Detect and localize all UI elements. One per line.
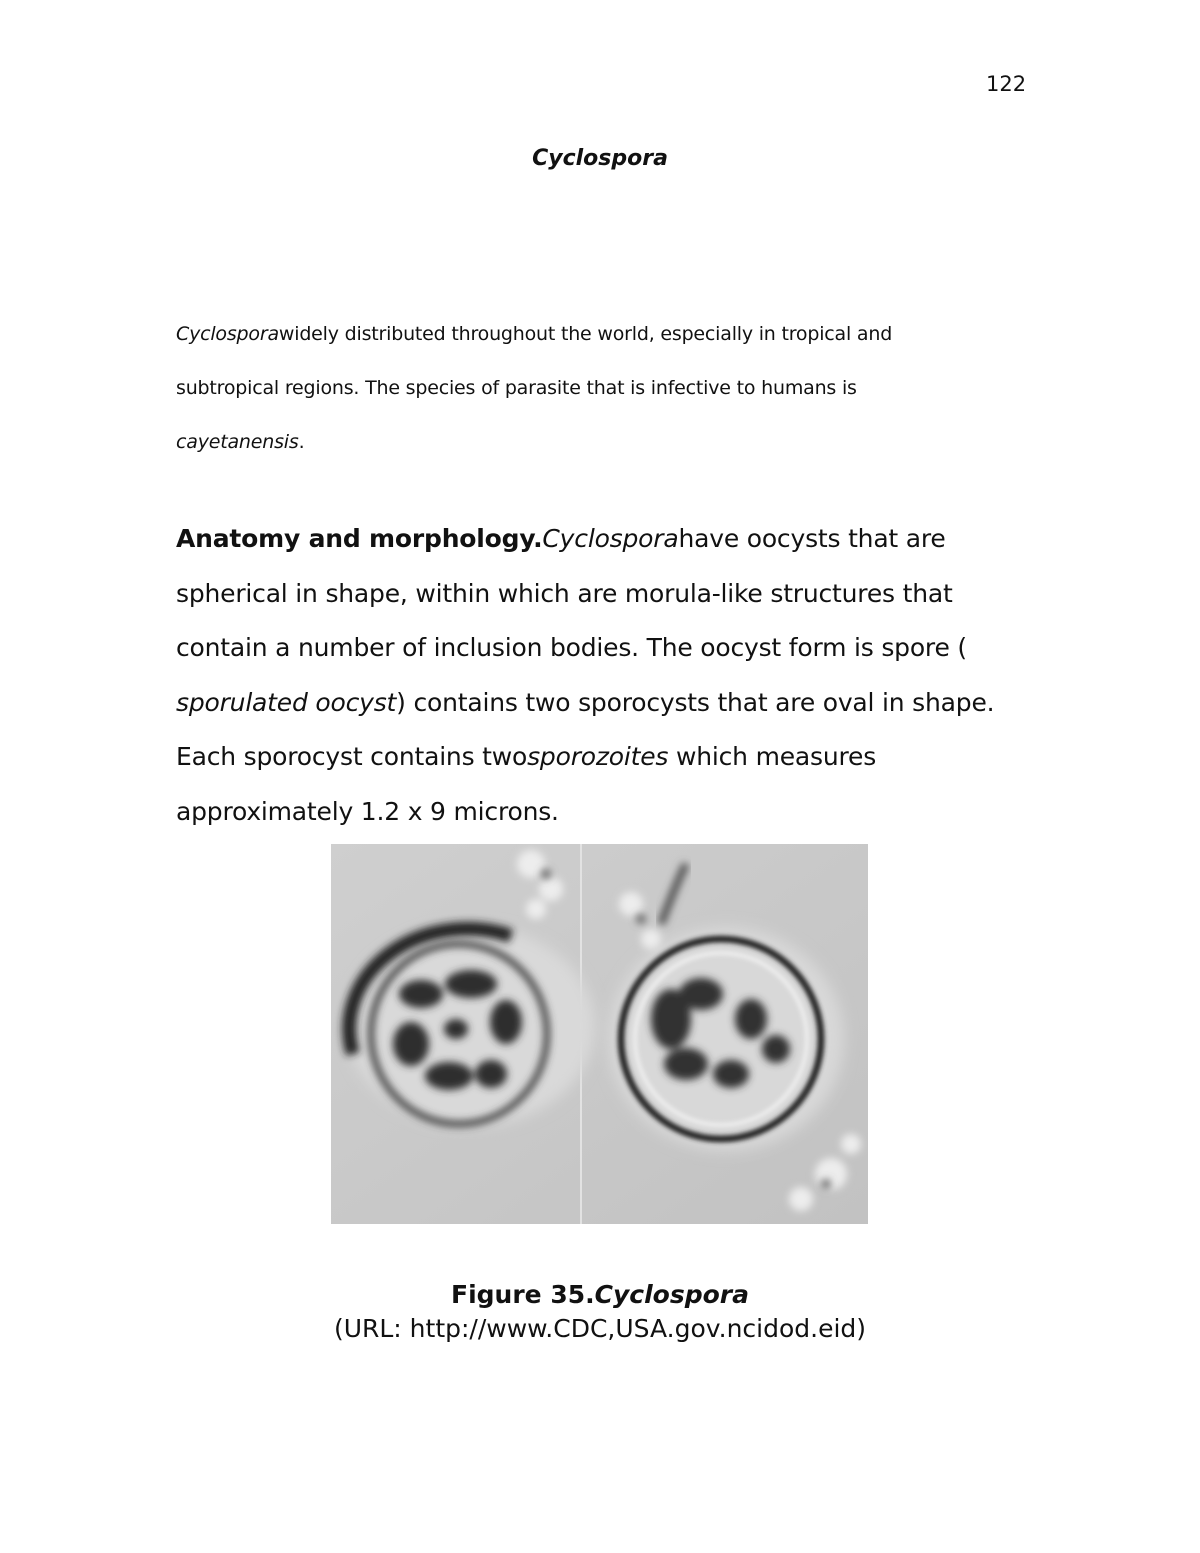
anatomy-line-5-text: which measures [668,742,877,771]
intro-genus: Cyclospora [176,323,279,345]
anatomy-paragraph [176,512,1076,839]
page-title: Cyclospora [532,146,668,171]
intro-line-3-text: . [298,431,305,453]
anatomy-line-4 [176,676,1076,731]
left-oocyst [347,926,595,1126]
intro-line-2: subtropical regions. The species of parasite that is infective to humans is [176,377,857,399]
intro-line-1-text: widely distributed throughout the world, especially in tropical and [278,323,893,345]
figure-label: Figure 35. [451,1280,595,1309]
anatomy-line-4-text: ) contains two sporocysts that are oval in shape. [396,687,995,717]
anatomy-line-3: contain a number of inclusion bodies. The oocyst form is spore ( [176,633,967,662]
anatomy-genus: Cyclospora [542,524,679,553]
anatomy-line-2: spherical in shape, within which are morula-like structures that [176,578,953,608]
intro-line-3 [176,415,1056,469]
anatomy-line-6: approximately 1.2 x 9 microns. [176,796,559,826]
intro-line-1 [176,307,1056,361]
figure-title [0,1278,1200,1312]
anatomy-line-1-text: have oocysts that are [678,524,946,553]
figure-source: (URL: http://www.CDC,USA.gov.ncidod.eid) [333,1314,867,1343]
cyclospora-micrograph [331,844,868,1224]
anatomy-line-1 [176,512,1076,567]
anatomy-heading: Anatomy and morphology. [176,524,543,553]
micrograph-image [331,844,868,1224]
anatomy-line-5-start: Each sporocyst contains two [176,742,528,771]
intro-species: cayetanensis [176,431,299,453]
anatomy-sporozoites: sporozoites [527,742,669,771]
intro-paragraph [176,307,1056,469]
anatomy-sporulated: sporulated oocyst [176,687,397,717]
figure-caption [0,1278,1200,1346]
anatomy-line-5 [176,730,1076,785]
page-number: 122 [986,72,1027,96]
figure-name: Cyclospora [594,1280,749,1309]
